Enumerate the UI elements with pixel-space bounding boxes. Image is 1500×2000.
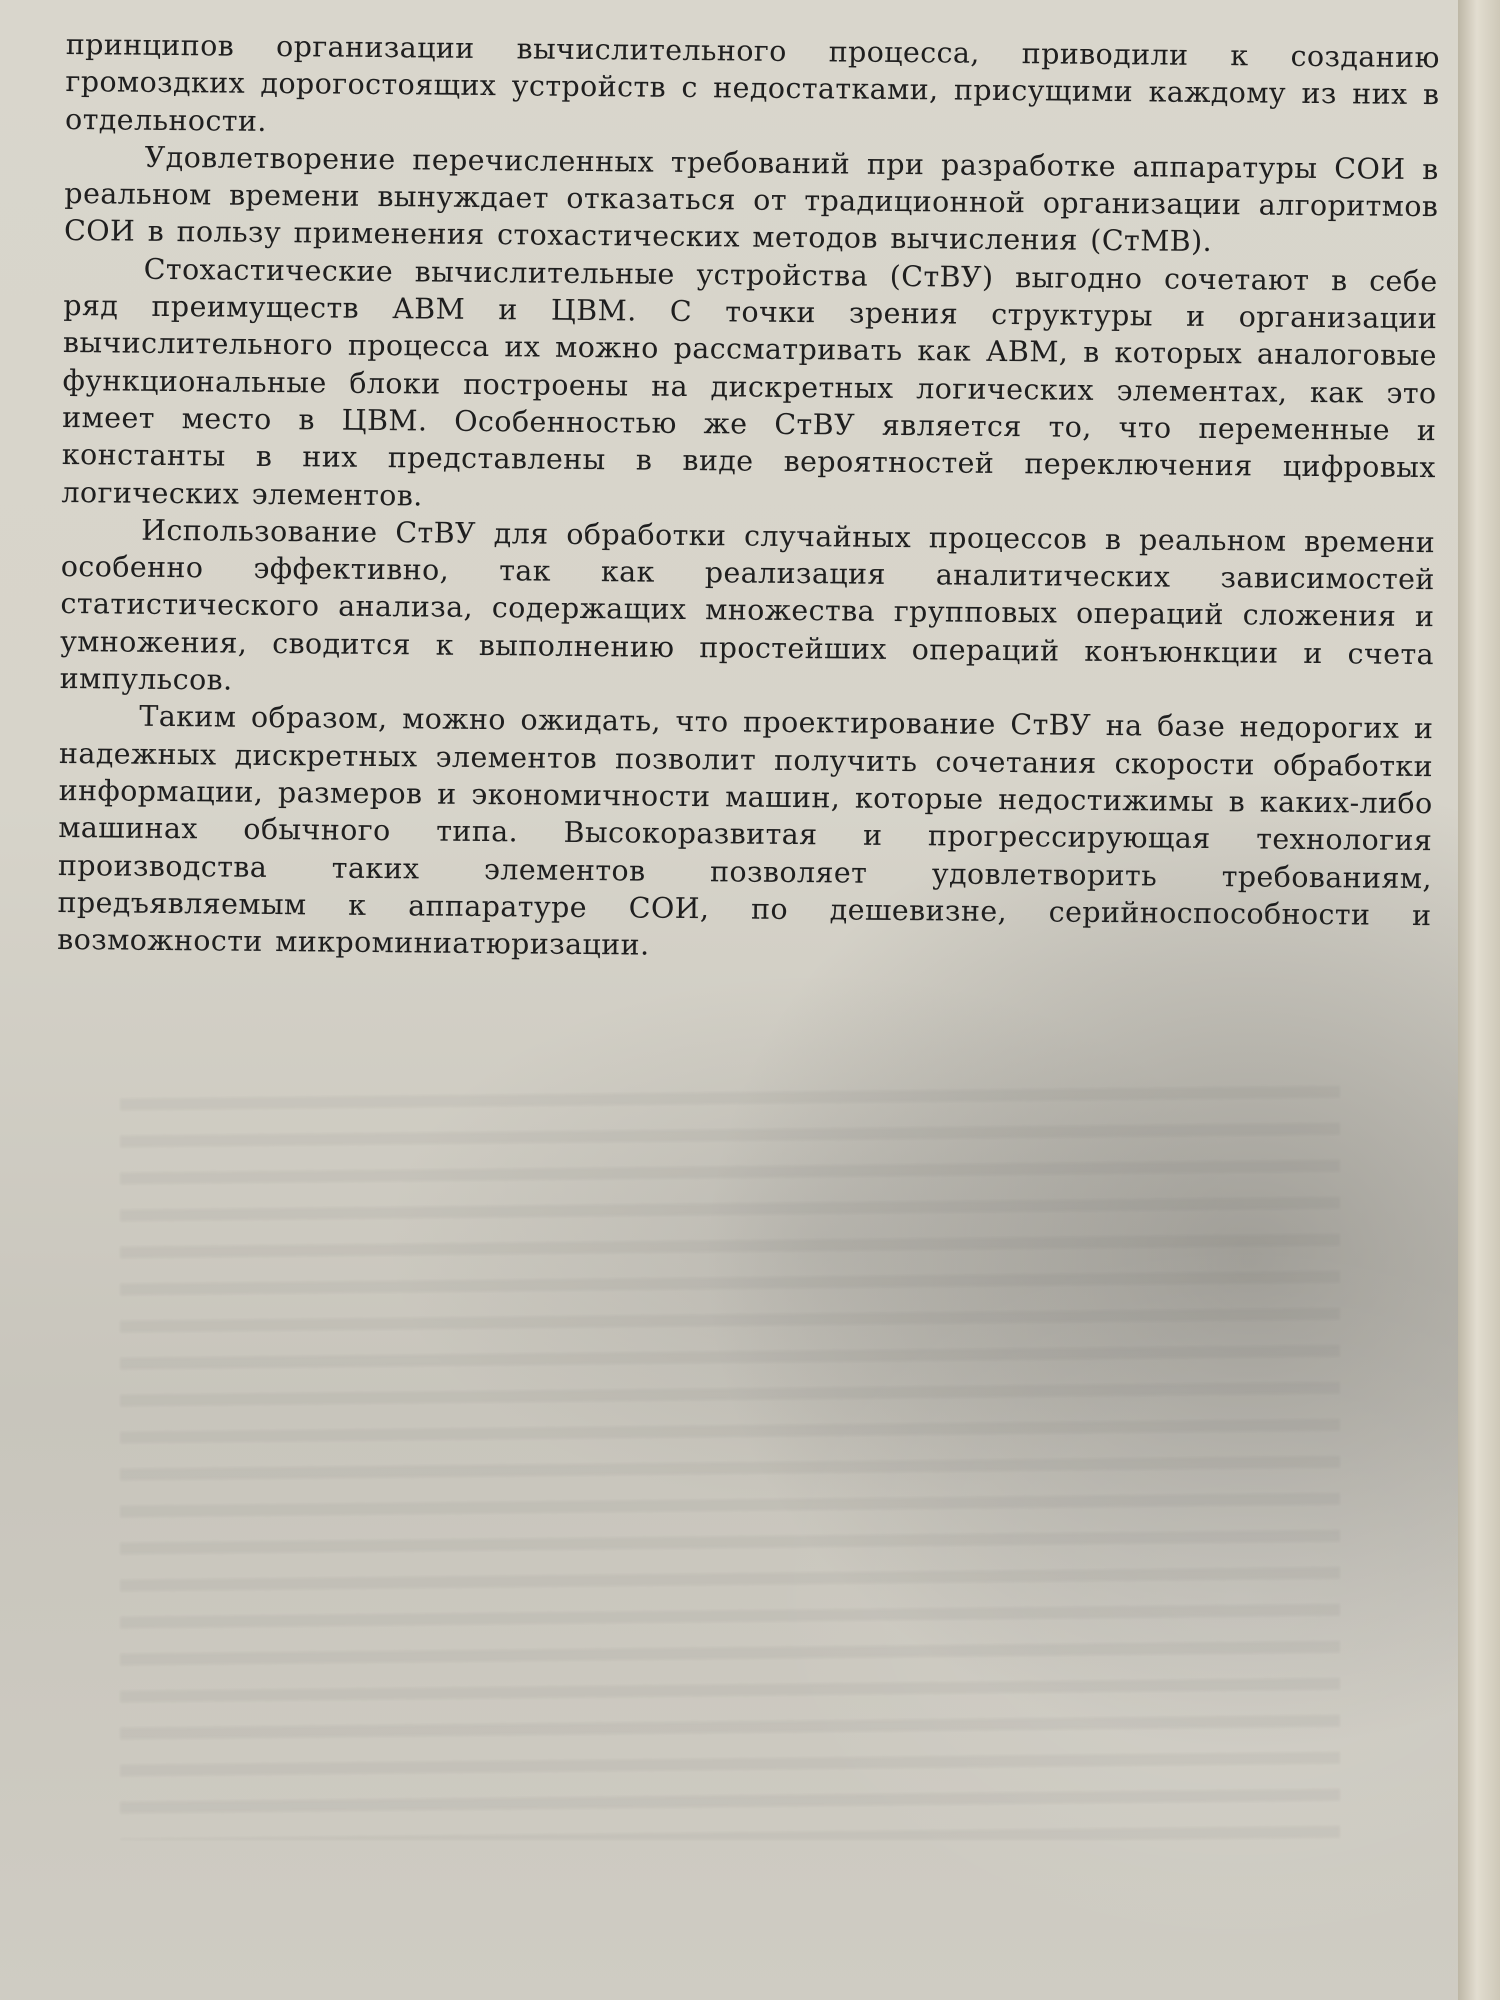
show-through-text <box>120 1080 1340 1840</box>
page-text <box>57 26 1440 972</box>
paragraph-requirements: Удовлетворение перечисленных требований при разработке аппаратуры СОИ в реальном времени вынуждает отказаться от традиционной организации алгоритмов СОИ в пользу применения стохастических методов вычисления (СтМВ). <box>63 140 1439 259</box>
paragraph-usage: Использование СтВУ для обработки случайных процессов в реальном времени особенно эффективно, так как реализация аналитических зависимостей статистического анализа, содержащих множества групповых операций сложения и умножения, сводится к выполнению простейших операций конъюнкции и счета импульсов. <box>59 513 1436 697</box>
paragraph-continuation: принципов организации вычислительного процесса, приводили к созданию громоздких дорогостоящих устройств с недостатками, присущими каждому из них в отдельности. <box>64 27 1440 138</box>
paragraph-conclusion: Таким образом, можно ожидать, что проектирование СтВУ на базе недорогих и надежных дискретных элементов позволит получить сочетания скорости обработки информации, размеров и экономичности машин, которые недостижимы в каких-либо машинах обычного типа. Высокоразвитая и прогрессирующая технология производства таких элементов позволяет удовлетворить требованиям, предъявляемым к аппаратуре СОИ, по дешевизне, серийноспособности и возможности микроминиатюризации. <box>57 700 1434 962</box>
page-edge <box>1458 0 1500 2000</box>
paragraph-stochastic-devices: Стохастические вычислительные устройства (СтВУ) выгодно сочетают в себе ряд преимуществ АВМ и ЦВМ. С точки зрения структуры и организации вычислительного процесса их можно рассматривать как АВМ, в которых аналоговые функциональные блоки построены на дискретных логических элементах, как это имеет место в ЦВМ. Особенностью же СтВУ является то, что переменные и константы в них представлены в виде вероятностей переключения цифровых логических элементов. <box>61 252 1438 513</box>
